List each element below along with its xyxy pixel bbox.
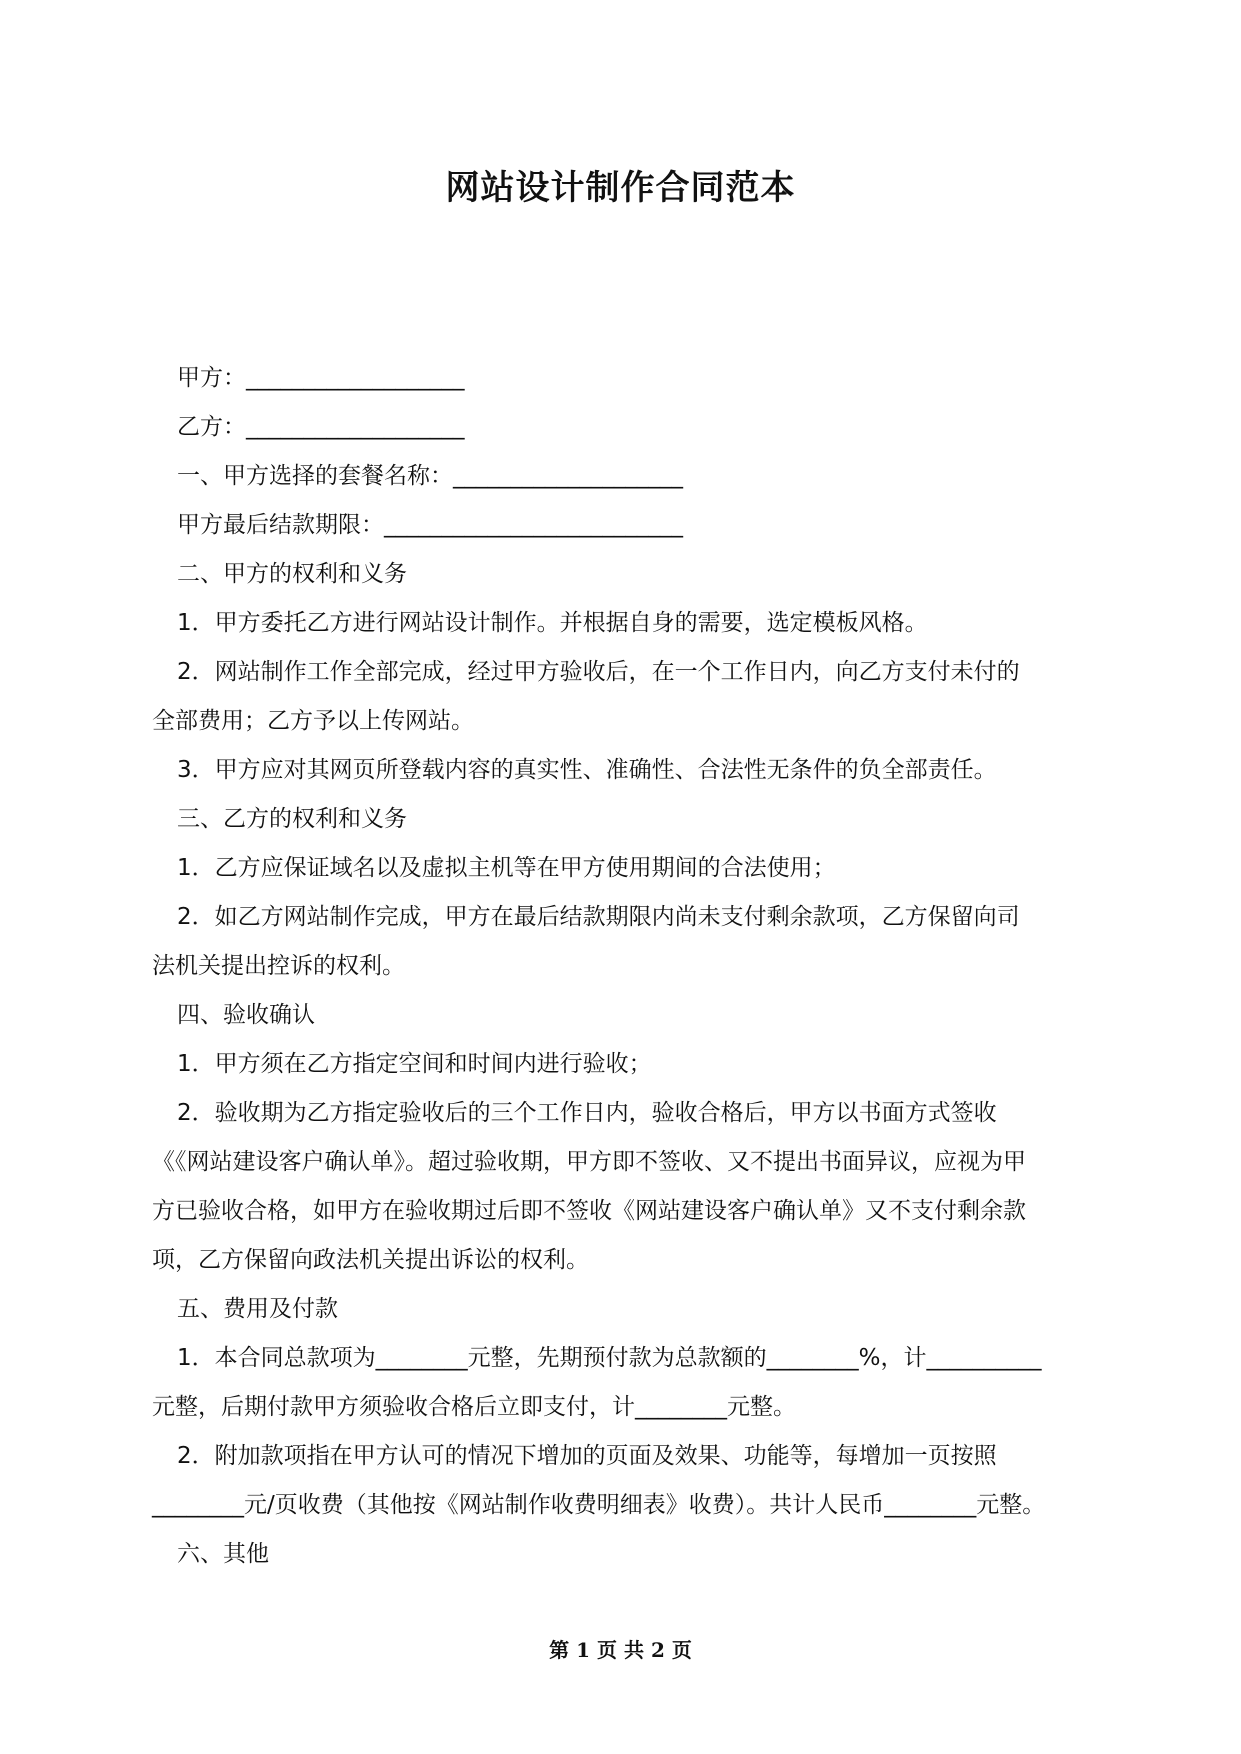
text-line: 项，乙方保留向政法机关提出诉讼的权利。 [152, 1247, 589, 1273]
text-line: 乙方：___________________ [177, 414, 465, 440]
text-line: 1．甲方委托乙方进行网站设计制作。并根据自身的需要，选定模板风格。 [177, 610, 928, 636]
document-body [152, 354, 1092, 1579]
text-line: 2．验收期为乙方指定验收后的三个工作日内，验收合格后，甲方以书面方式签收 [177, 1100, 997, 1126]
text-line: 1．本合同总款项为________元整，先期预付款为总款额的________%，计__________ [177, 1345, 1042, 1371]
text-line: 3．甲方应对其网页所登载内容的真实性、准确性、合法性无条件的负全部责任。 [177, 757, 997, 783]
text-line: 全部费用；乙方予以上传网站。 [152, 708, 474, 734]
text-line: 2．网站制作工作全部完成，经过甲方验收后，在一个工作日内，向乙方支付未付的 [177, 659, 1020, 685]
text-line: 方已验收合格，如甲方在验收期过后即不签收《网站建设客户确认单》又不支付剩余款 [152, 1198, 1026, 1224]
text-line: 1．乙方应保证域名以及虚拟主机等在甲方使用期间的合法使用； [177, 855, 836, 881]
page-number: 第 1 页 共 2 页 [549, 1638, 692, 1662]
text-line: 《《网站建设客户确认单》。超过验收期，甲方即不签收、又不提出书面异议，应视为甲 [152, 1149, 1026, 1175]
section-heading: 五、费用及付款 [177, 1296, 338, 1322]
document-title: 网站设计制作合同范本 [445, 168, 796, 208]
section-heading: 二、甲方的权利和义务 [177, 561, 407, 587]
text-line: ________元/页收费（其他按《网站制作收费明细表》收费）。共计人民币________元整。 [152, 1492, 1046, 1518]
text-line: 元整，后期付款甲方须验收合格后立即支付，计________元整。 [152, 1394, 796, 1420]
text-line: 一、甲方选择的套餐名称：____________________ [177, 463, 683, 489]
text-line: 法机关提出控诉的权利。 [152, 953, 405, 979]
text-line: 甲方：___________________ [177, 365, 465, 391]
text-line: 2．附加款项指在甲方认可的情况下增加的页面及效果、功能等，每增加一页按照 [177, 1443, 997, 1469]
section-heading: 三、乙方的权利和义务 [177, 806, 407, 832]
section-heading: 四、验收确认 [177, 1002, 315, 1028]
text-line: 2．如乙方网站制作完成，甲方在最后结款期限内尚未支付剩余款项，乙方保留向司 [177, 904, 1020, 930]
text-line: 1．甲方须在乙方指定空间和时间内进行验收； [177, 1051, 652, 1077]
text-line: 甲方最后结款期限：__________________________ [177, 512, 683, 538]
section-heading: 六、其他 [177, 1541, 269, 1567]
